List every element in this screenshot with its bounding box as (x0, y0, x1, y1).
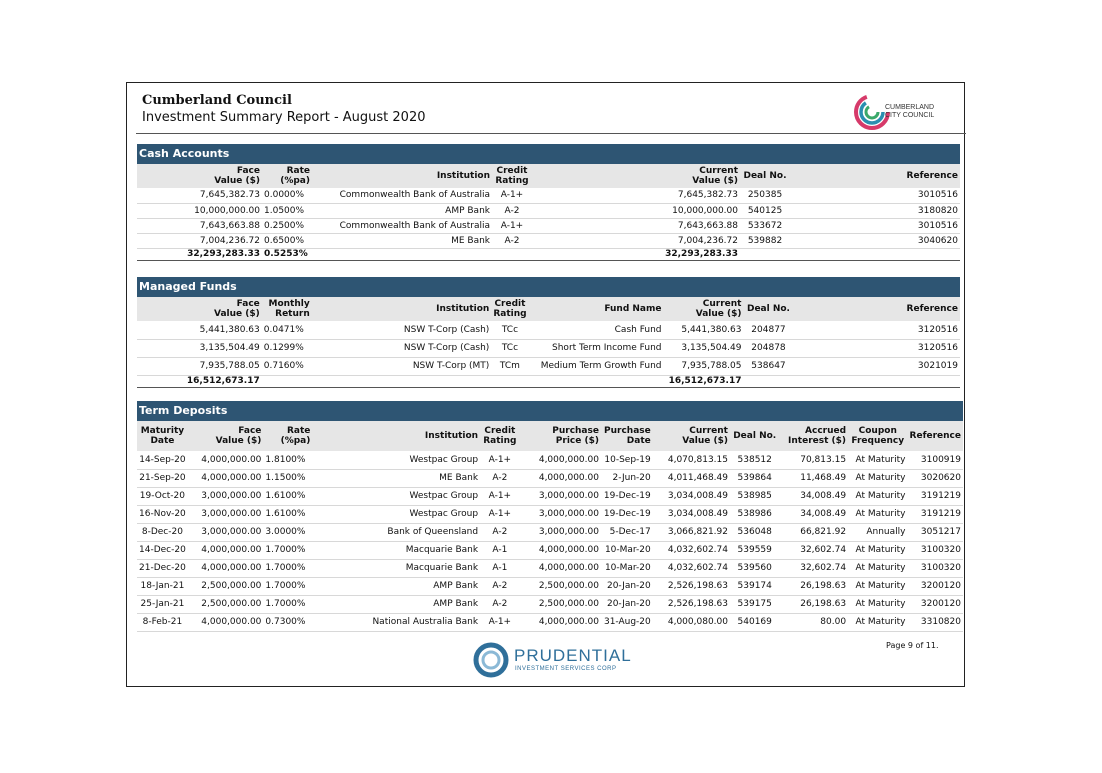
purchase-price: 3,000,000.00 (520, 523, 601, 541)
reference: 3180820 (790, 203, 960, 218)
deal-no: 250385 (740, 188, 790, 203)
credit: TCm (491, 357, 528, 375)
reference: 3021019 (793, 357, 960, 375)
credit: A-1+ (480, 451, 520, 469)
col-institution: Institution (312, 164, 492, 188)
table-row (137, 613, 963, 631)
col-reference: Reference (790, 164, 960, 188)
deal-no: 536048 (730, 523, 779, 541)
current-value: 4,000,080.00 (653, 613, 730, 631)
deal-no: 539174 (730, 577, 779, 595)
deal-no: 204877 (743, 321, 793, 339)
coupon-frequency: At Maturity (848, 577, 907, 595)
credit: A-2 (492, 233, 532, 248)
report-title: Investment Summary Report - August 2020 (142, 110, 426, 125)
table-row (137, 559, 963, 577)
purchase-date: 10-Sep-19 (601, 451, 653, 469)
reference: 3200120 (907, 595, 963, 613)
purchase-price: 2,500,000.00 (520, 577, 601, 595)
reference: 3200120 (907, 577, 963, 595)
purchase-date: 19-Dec-19 (601, 505, 653, 523)
institution: Macquarie Bank (312, 559, 480, 577)
maturity-date: 14-Sep-20 (137, 451, 188, 469)
logo-text (885, 104, 934, 120)
col-accrued-interest: Accrued Interest ($) (779, 421, 848, 451)
face-value: 3,000,000.00 (188, 487, 264, 505)
institution: Macquarie Bank (312, 541, 480, 559)
institution: ME Bank (312, 469, 480, 487)
deal-no: 539559 (730, 541, 779, 559)
table-row (137, 523, 963, 541)
deal-no: 540125 (740, 203, 790, 218)
current-value: 4,032,602.74 (653, 559, 730, 577)
credit: A-1+ (480, 487, 520, 505)
total-face: 32,293,283.33 (137, 248, 262, 260)
rate: 1.7000% (263, 541, 312, 559)
col-reference: Reference (793, 297, 960, 321)
fund-name: Cash Fund (529, 321, 664, 339)
table-row (137, 218, 960, 233)
col-institution: Institution (312, 421, 480, 451)
page-number: Page 9 of 11. (886, 641, 939, 650)
purchase-date: 10-Mar-20 (601, 541, 653, 559)
institution: National Australia Bank (312, 613, 480, 631)
header-divider (136, 133, 966, 134)
maturity-date: 8-Dec-20 (137, 523, 188, 541)
col-rate: Rate (%pa) (263, 421, 312, 451)
maturity-date: 21-Dec-20 (137, 559, 188, 577)
accrued-interest: 32,602.74 (779, 541, 848, 559)
current-value: 4,070,813.15 (653, 451, 730, 469)
face-value: 10,000,000.00 (137, 203, 262, 218)
credit: A-1+ (480, 505, 520, 523)
col-deal: Deal No. (740, 164, 790, 188)
col-deal: Deal No. (730, 421, 779, 451)
coupon-frequency: At Maturity (848, 451, 907, 469)
col-fund-name: Fund Name (529, 297, 664, 321)
maturity-date: 19-Oct-20 (137, 487, 188, 505)
face-value: 7,643,663.88 (137, 218, 262, 233)
institution: Bank of Queensland (312, 523, 480, 541)
col-current-value: Current Value ($) (532, 164, 740, 188)
rate: 1.8100% (263, 451, 312, 469)
rate: 1.7000% (263, 595, 312, 613)
institution: ME Bank (312, 233, 492, 248)
table-row (137, 505, 963, 523)
face-value: 4,000,000.00 (188, 613, 264, 631)
current-value: 2,526,198.63 (653, 595, 730, 613)
rate: 1.0500% (262, 203, 312, 218)
face-value: 2,500,000.00 (188, 595, 264, 613)
credit: A-2 (480, 469, 520, 487)
maturity-date: 8-Feb-21 (137, 613, 188, 631)
current-value: 7,935,788.05 (664, 357, 744, 375)
current-value: 3,034,008.49 (653, 505, 730, 523)
institution: Westpac Group (312, 487, 480, 505)
face-value: 2,500,000.00 (188, 577, 264, 595)
monthly-return: 0.0471% (262, 321, 312, 339)
purchase-date: 2-Jun-20 (601, 469, 653, 487)
face-value: 4,000,000.00 (188, 541, 264, 559)
rate: 3.0000% (263, 523, 312, 541)
face-value: 5,441,380.63 (137, 321, 262, 339)
credit: TCc (491, 321, 528, 339)
credit: A-2 (480, 523, 520, 541)
rate: 0.0000% (262, 188, 312, 203)
institution: NSW T-Corp (Cash) (312, 339, 492, 357)
monthly-return: 0.1299% (262, 339, 312, 357)
accrued-interest: 34,008.49 (779, 487, 848, 505)
total-row (137, 375, 960, 387)
rate: 1.6100% (263, 505, 312, 523)
accrued-interest: 26,198.63 (779, 595, 848, 613)
rate: 0.7300% (263, 613, 312, 631)
deal-no: 538986 (730, 505, 779, 523)
credit: A-1 (480, 541, 520, 559)
current-value: 7,645,382.73 (532, 188, 740, 203)
credit: A-1+ (480, 613, 520, 631)
rate: 1.7000% (263, 559, 312, 577)
current-value: 3,066,821.92 (653, 523, 730, 541)
face-value: 3,135,504.49 (137, 339, 262, 357)
accrued-interest: 66,821.92 (779, 523, 848, 541)
reference: 3120516 (793, 321, 960, 339)
current-value: 7,004,236.72 (532, 233, 740, 248)
face-value: 7,004,236.72 (137, 233, 262, 248)
total-rate: 0.5253% (262, 248, 312, 260)
purchase-price: 3,000,000.00 (520, 487, 601, 505)
deal-no: 538985 (730, 487, 779, 505)
face-value: 4,000,000.00 (188, 451, 264, 469)
footer-brand-sub: INVESTMENT SERVICES CORP (515, 666, 617, 672)
total-current: 32,293,283.33 (532, 248, 740, 260)
reference: 3191219 (907, 487, 963, 505)
col-purchase-date: Purchase Date (601, 421, 653, 451)
current-value: 3,034,008.49 (653, 487, 730, 505)
coupon-frequency: At Maturity (848, 541, 907, 559)
cash-accounts-table (137, 164, 960, 261)
purchase-date: 10-Mar-20 (601, 559, 653, 577)
reference: 3010516 (790, 218, 960, 233)
credit: A-2 (480, 577, 520, 595)
credit: TCc (491, 339, 528, 357)
reference: 3040620 (790, 233, 960, 248)
accrued-interest: 34,008.49 (779, 505, 848, 523)
institution: Westpac Group (312, 451, 480, 469)
institution: NSW T-Corp (Cash) (312, 321, 492, 339)
current-value: 10,000,000.00 (532, 203, 740, 218)
credit: A-1 (480, 559, 520, 577)
institution: AMP Bank (312, 595, 480, 613)
col-credit: Credit Rating (492, 164, 532, 188)
table-row (137, 203, 960, 218)
table-row (137, 487, 963, 505)
deal-no: 539882 (740, 233, 790, 248)
deal-no: 204878 (743, 339, 793, 357)
logo-line-2: CITY COUNCIL (885, 112, 935, 119)
accrued-interest: 32,602.74 (779, 559, 848, 577)
deal-no: 539864 (730, 469, 779, 487)
table-row (137, 339, 960, 357)
institution: Westpac Group (312, 505, 480, 523)
col-deal: Deal No. (743, 297, 793, 321)
table-row (137, 577, 963, 595)
purchase-price: 3,000,000.00 (520, 505, 601, 523)
purchase-date: 20-Jan-20 (601, 595, 653, 613)
current-value: 4,011,468.49 (653, 469, 730, 487)
deal-no: 538647 (743, 357, 793, 375)
maturity-date: 25-Jan-21 (137, 595, 188, 613)
rate: 1.6100% (263, 487, 312, 505)
institution: Commonwealth Bank of Australia (312, 218, 492, 233)
col-current-value: Current Value ($) (653, 421, 730, 451)
table-row (137, 233, 960, 248)
fund-name: Short Term Income Fund (529, 339, 664, 357)
table-row (137, 188, 960, 203)
institution: Commonwealth Bank of Australia (312, 188, 492, 203)
reference: 3010516 (790, 188, 960, 203)
coupon-frequency: At Maturity (848, 469, 907, 487)
col-face-value: Face Value ($) (137, 297, 262, 321)
purchase-price: 4,000,000.00 (520, 469, 601, 487)
current-value: 5,441,380.63 (664, 321, 744, 339)
table-row (137, 321, 960, 339)
maturity-date: 18-Jan-21 (137, 577, 188, 595)
rate: 0.6500% (262, 233, 312, 248)
current-value: 7,643,663.88 (532, 218, 740, 233)
coupon-frequency: Annually (848, 523, 907, 541)
table-row (137, 357, 960, 375)
col-coupon-frequency: Coupon Frequency (848, 421, 907, 451)
rate: 1.1500% (263, 469, 312, 487)
coupon-frequency: At Maturity (848, 505, 907, 523)
face-value: 7,645,382.73 (137, 188, 262, 203)
monthly-return: 0.7160% (262, 357, 312, 375)
institution: AMP Bank (312, 203, 492, 218)
deal-no: 533672 (740, 218, 790, 233)
reference: 3051217 (907, 523, 963, 541)
table-row (137, 595, 963, 613)
maturity-date: 16-Nov-20 (137, 505, 188, 523)
col-face-value: Face Value ($) (137, 164, 262, 188)
current-value: 2,526,198.63 (653, 577, 730, 595)
accrued-interest: 26,198.63 (779, 577, 848, 595)
purchase-price: 4,000,000.00 (520, 451, 601, 469)
accrued-interest: 11,468.49 (779, 469, 848, 487)
face-value: 4,000,000.00 (188, 469, 264, 487)
accrued-interest: 70,813.15 (779, 451, 848, 469)
credit: A-1+ (492, 188, 532, 203)
purchase-price: 4,000,000.00 (520, 541, 601, 559)
col-face-value: Face Value ($) (188, 421, 264, 451)
credit: A-1+ (492, 218, 532, 233)
face-value: 4,000,000.00 (188, 559, 264, 577)
col-monthly-return: Monthly Return (262, 297, 312, 321)
footer-brand: PRUDENTIAL (514, 646, 632, 665)
purchase-date: 20-Jan-20 (601, 577, 653, 595)
reference: 3120516 (793, 339, 960, 357)
logo-line-1: CUMBERLAND (885, 104, 935, 111)
col-purchase-price: Purchase Price ($) (520, 421, 601, 451)
total-face: 16,512,673.17 (137, 375, 262, 387)
face-value: 3,000,000.00 (188, 523, 264, 541)
credit: A-2 (492, 203, 532, 218)
coupon-frequency: At Maturity (848, 487, 907, 505)
total-row (137, 248, 960, 260)
maturity-date: 14-Dec-20 (137, 541, 188, 559)
face-value: 7,935,788.05 (137, 357, 262, 375)
col-maturity: Maturity Date (137, 421, 188, 451)
institution: NSW T-Corp (MT) (312, 357, 492, 375)
deal-no: 539560 (730, 559, 779, 577)
deal-no: 538512 (730, 451, 779, 469)
term-deposits-table (137, 421, 963, 632)
current-value: 3,135,504.49 (664, 339, 744, 357)
institution: AMP Bank (312, 577, 480, 595)
rate: 1.7000% (263, 577, 312, 595)
deal-no: 540169 (730, 613, 779, 631)
purchase-price: 2,500,000.00 (520, 595, 601, 613)
col-rate: Rate (%pa) (262, 164, 312, 188)
coupon-frequency: At Maturity (848, 613, 907, 631)
managed-funds-table (137, 297, 960, 388)
col-credit: Credit Rating (480, 421, 520, 451)
reference: 3100320 (907, 559, 963, 577)
fund-name: Medium Term Growth Fund (529, 357, 664, 375)
reference: 3191219 (907, 505, 963, 523)
table-row (137, 541, 963, 559)
reference: 3100919 (907, 451, 963, 469)
col-institution: Institution (312, 297, 492, 321)
purchase-date: 5-Dec-17 (601, 523, 653, 541)
col-reference: Reference (907, 421, 963, 451)
total-current: 16,512,673.17 (664, 375, 744, 387)
col-current-value: Current Value ($) (664, 297, 744, 321)
reference: 3020620 (907, 469, 963, 487)
cash-accounts-title: Cash Accounts (137, 144, 960, 164)
reference: 3310820 (907, 613, 963, 631)
term-deposits-title: Term Deposits (137, 401, 963, 421)
coupon-frequency: At Maturity (848, 559, 907, 577)
maturity-date: 21-Sep-20 (137, 469, 188, 487)
reference: 3100320 (907, 541, 963, 559)
purchase-price: 4,000,000.00 (520, 613, 601, 631)
current-value: 4,032,602.74 (653, 541, 730, 559)
col-credit: Credit Rating (493, 299, 527, 319)
purchase-date: 19-Dec-19 (601, 487, 653, 505)
coupon-frequency: At Maturity (848, 595, 907, 613)
deal-no: 539175 (730, 595, 779, 613)
table-row (137, 451, 963, 469)
accrued-interest: 80.00 (779, 613, 848, 631)
credit: A-2 (480, 595, 520, 613)
managed-funds-title: Managed Funds (137, 277, 960, 297)
org-name: Cumberland Council (142, 93, 292, 108)
face-value: 3,000,000.00 (188, 505, 264, 523)
purchase-price: 4,000,000.00 (520, 559, 601, 577)
purchase-date: 31-Aug-20 (601, 613, 653, 631)
table-row (137, 469, 963, 487)
rate: 0.2500% (262, 218, 312, 233)
